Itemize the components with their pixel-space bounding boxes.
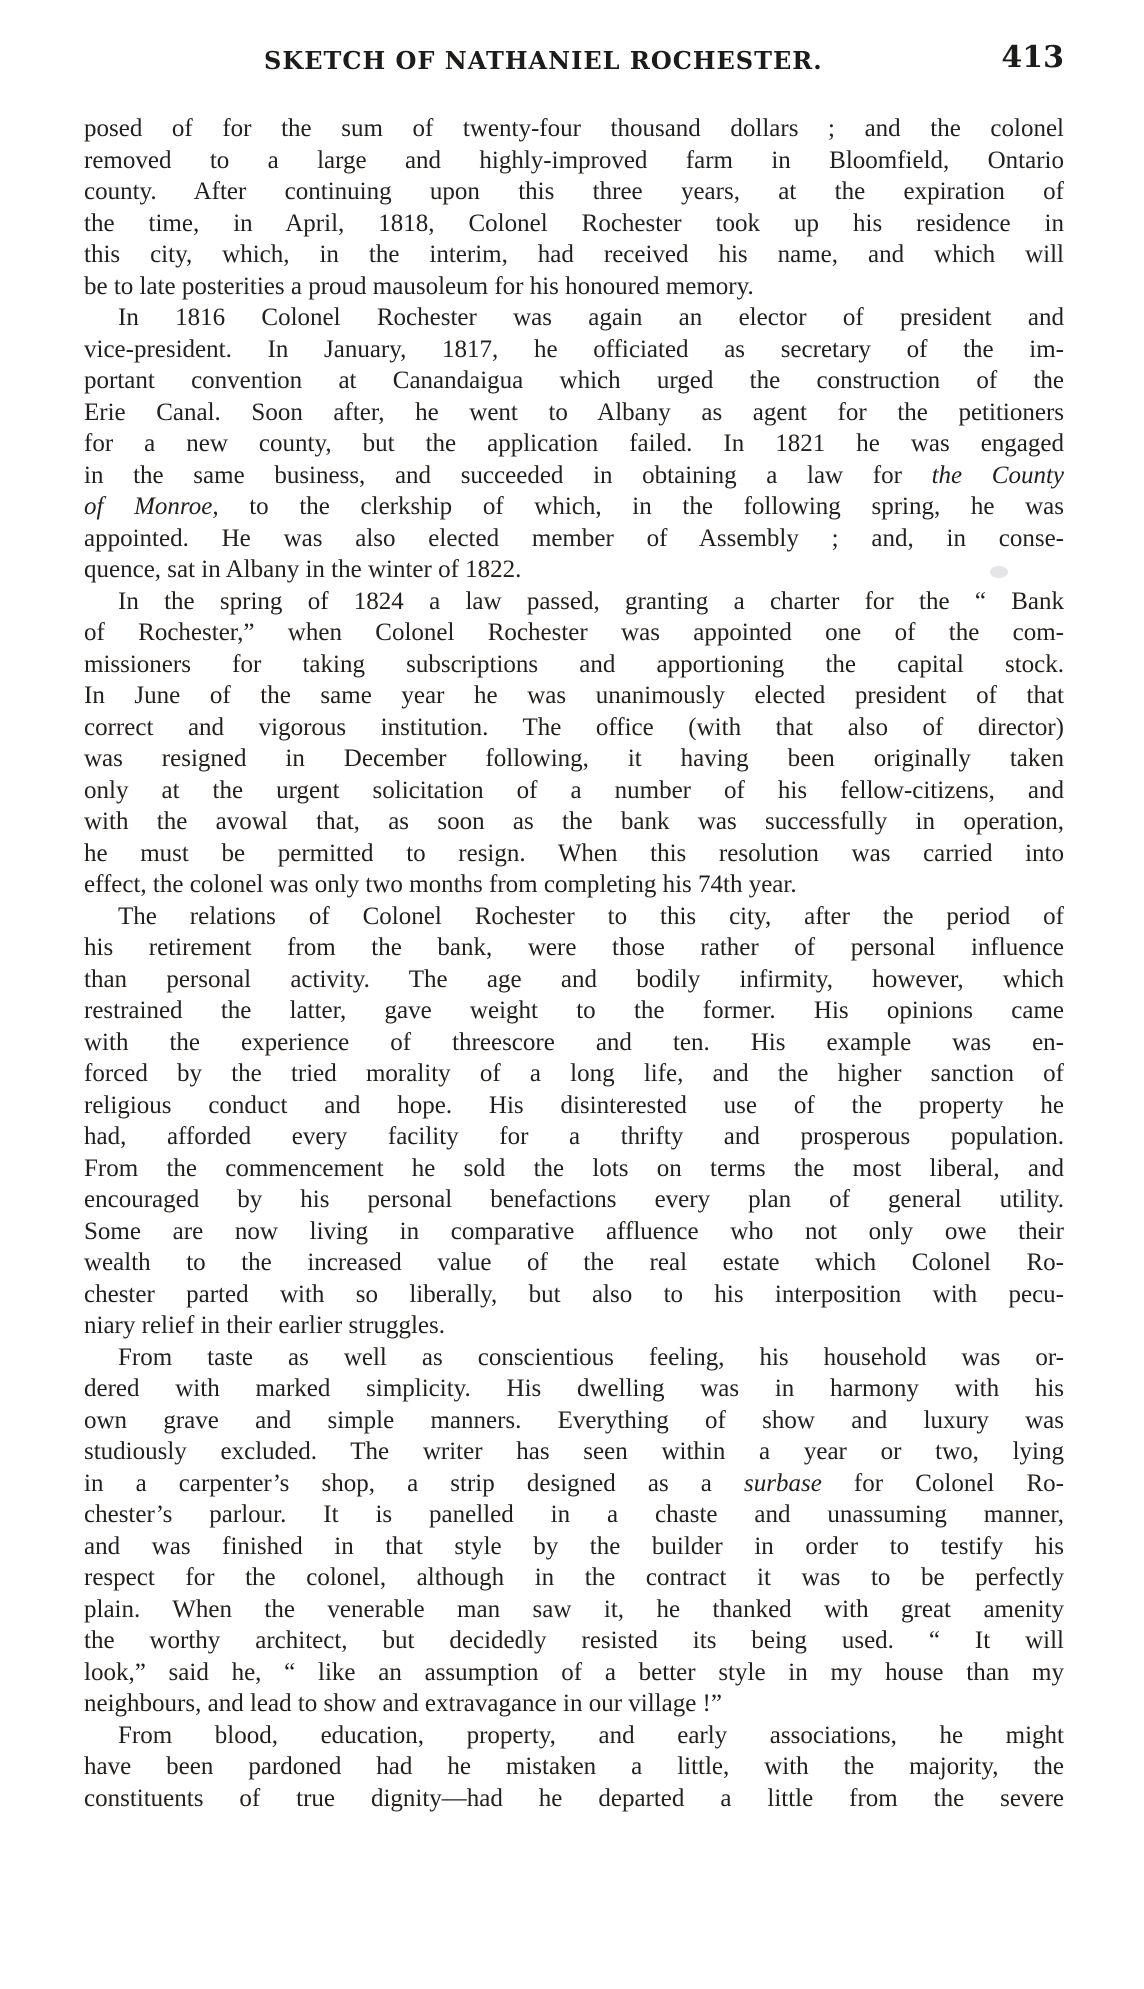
text-segment: in the same business, and succeeded in obtaining a law for [84,461,932,489]
text-line: Some are now living in comparative affluence who not only owe their [84,1217,1064,1245]
text-line: neighbours, and lead to show and extravagance in our village !” [84,1690,722,1717]
text-line: own grave and simple manners. Everything of show and luxury was [84,1406,1064,1434]
text-line: In the spring of 1824 a law passed, granting a charter for the “ Bank [118,587,1064,615]
text-line: portant convention at Canandaigua which urged the construction of the [84,367,1064,394]
text-line: only at the urgent solicitation of a number of his fellow-citizens, and [84,776,1064,804]
text-line: dered with marked simplicity. His dwelling was in harmony with his [84,1375,1064,1402]
text-line: the worthy architect, but decidedly resisted its being used. “ It will [84,1627,1064,1654]
text-line: with the experience of threescore and ten. His example was en- [84,1028,1064,1056]
text-line: niary relief in their earlier struggles. [84,1312,445,1339]
text-line: and was finished in that style by the builder in order to testify his [84,1532,1064,1560]
text-line: the time, in April, 1818, Colonel Rochester took up his residence in [84,209,1064,237]
text-line: The relations of Colonel Rochester to this city, after the period of [118,902,1064,930]
text-line: have been pardoned had he mistaken a little, with the majority, the [84,1753,1064,1780]
text-line: respect for the colonel, although in the contract it was to be perfectly [84,1564,1064,1591]
text-line: Erie Canal. Soon after, he went to Albany as agent for the petitioners [84,398,1064,426]
text-line: wealth to the increased value of the real estate which Colonel Ro- [84,1249,1064,1276]
text-line: plain. When the venerable man saw it, he thanked with great amenity [84,1595,1064,1623]
text-line: with the avowal that, as soon as the bank was successfully in operation, [84,808,1064,835]
text-line: missioners for taking subscriptions and apportioning the capital stock. [84,650,1064,678]
text-line: constituents of true dignity—had he departed a little from the severe [84,1784,1064,1812]
text-line: had, afforded every facility for a thrifty and prosperous population. [84,1123,1064,1150]
page-header [84,40,1064,84]
text-line: effect, the colonel was only two months from completing his 74th year. [84,871,797,898]
text-segment: to the clerkship of which, in the following spring, he was [218,493,1064,520]
running-head: SKETCH OF NATHANIEL ROCHESTER. [264,46,823,75]
text-line [84,491,1064,523]
text-line: be to late posterities a proud mausoleum for his honoured memory. [84,272,754,300]
text-line: for a new county, but the application failed. In 1821 he was engaged [84,430,1064,457]
page-number: 413 [1001,40,1064,75]
text-line: forced by the tried morality of a long life, and the higher sanction of [84,1060,1064,1087]
text-line: county. After continuing upon this three years, at the expiration of [84,178,1064,205]
text-line: removed to a large and highly-improved farm in Bloomfield, Ontario [84,146,1064,174]
italic-phrase: the County [931,461,1064,489]
text-line: chester parted with so liberally, but also to his interposition with pecu- [84,1280,1064,1308]
text-line [84,1468,1064,1500]
text-line: From blood, education, property, and early associations, he might [118,1721,1064,1749]
text-segment: for Colonel Ro- [821,1469,1064,1497]
italic-phrase: of Monroe, [84,493,219,520]
text-line: restrained the latter, gave weight to the former. His opinions came [84,997,1064,1024]
text-line: posed of for the sum of twenty-four thousand dollars ; and the colonel [84,115,1064,142]
text-line: chester’s parlour. It is panelled in a chaste and unassuming manner, [84,1501,1064,1528]
text-line: encouraged by his personal benefactions every plan of general utility. [84,1186,1064,1213]
text-line: correct and vigorous institution. The office (with that also of director) [84,713,1064,741]
text-line: he must be permitted to resign. When this resolution was carried into [84,839,1064,867]
text-line: than personal activity. The age and bodily infirmity, however, which [84,965,1064,993]
text-line: In 1816 Colonel Rochester was again an elector of president and [118,304,1064,331]
text-line: his retirement from the bank, were those rather of personal influence [84,934,1064,961]
text-line [84,460,1064,492]
text-line: of Rochester,” when Colonel Rochester was appointed one of the com- [84,619,1064,646]
text-line: studiously excluded. The writer has seen within a year or two, lying [84,1438,1064,1465]
text-line: was resigned in December following, it having been originally taken [84,745,1064,772]
italic-phrase: surbase [744,1469,822,1497]
text-line: From the commencement he sold the lots on terms the most liberal, and [84,1154,1064,1182]
paper-smudge [990,566,1008,578]
text-line: quence, sat in Albany in the winter of 1822. [84,556,522,583]
body-text [84,113,1064,1814]
text-line: vice-president. In January, 1817, he officiated as secretary of the im- [84,335,1064,363]
text-line: appointed. He was also elected member of Assembly ; and, in conse- [84,524,1064,552]
text-line: look,” said he, “ like an assumption of a better style in my house than my [84,1658,1064,1686]
text-line: religious conduct and hope. His disinterested use of the property he [84,1091,1064,1119]
text-line: From taste as well as conscientious feeling, his household was or- [118,1343,1064,1371]
text-line: In June of the same year he was unanimously elected president of that [84,682,1064,709]
text-line: this city, which, in the interim, had received his name, and which will [84,241,1064,268]
text-segment: in a carpenter’s shop, a strip designed as a [84,1469,745,1497]
